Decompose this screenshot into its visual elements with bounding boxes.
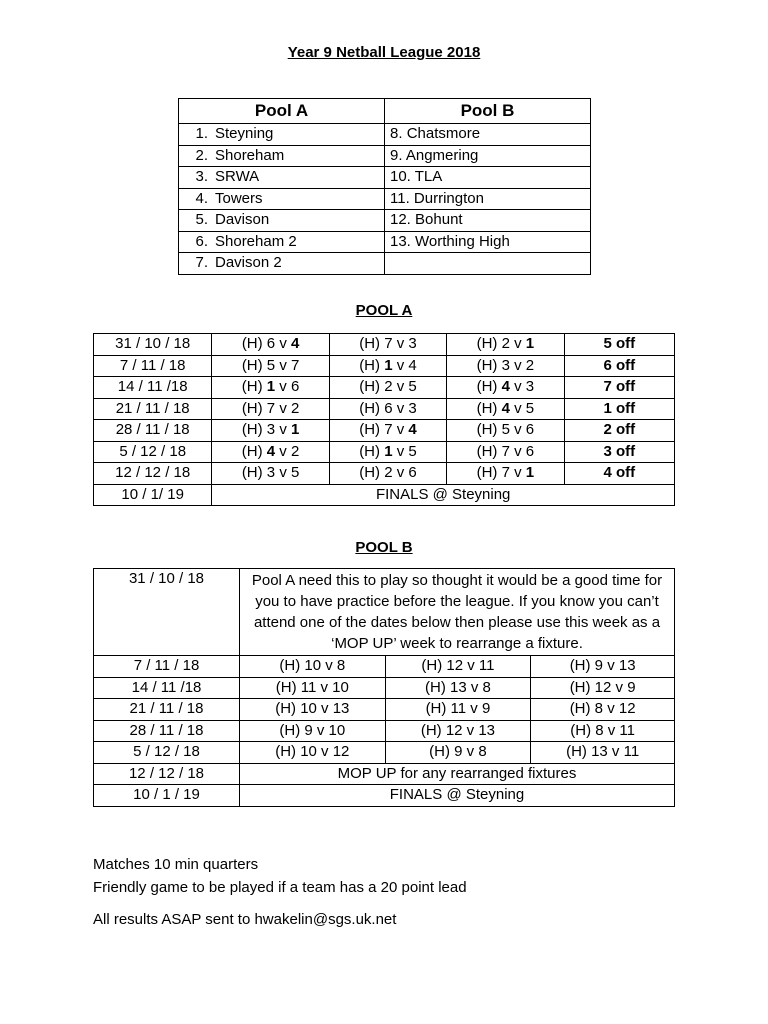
fixture-match: (H) 11 v 9 xyxy=(385,699,531,721)
fixture-match xyxy=(212,377,329,399)
fixture-date: 5 / 12 / 18 xyxy=(94,742,240,764)
match-text: (H) 6 v xyxy=(241,335,291,353)
table-row xyxy=(94,569,675,656)
team-number: 10. xyxy=(390,168,411,186)
team-name: Durrington xyxy=(413,189,484,207)
fixture-date: 14 / 11 /18 xyxy=(94,677,240,699)
match-team-bold: 4 xyxy=(501,399,510,417)
pool-a-header: Pool A xyxy=(179,99,385,124)
pool-a-team xyxy=(179,210,385,232)
fixture-date: 10 / 1 / 19 xyxy=(94,785,240,807)
match-text: v 5 xyxy=(509,399,535,417)
match-team-bold: 4 xyxy=(266,442,276,460)
table-row xyxy=(179,188,591,210)
table-row xyxy=(94,720,675,742)
fixture-match xyxy=(329,355,446,377)
fixture-match xyxy=(212,398,329,420)
fixture-match xyxy=(212,355,329,377)
team-off: 1 off xyxy=(564,398,674,420)
team-number: 8. xyxy=(390,125,403,143)
match-team-bold: 4 xyxy=(501,378,510,396)
match-text: (H) xyxy=(241,442,267,460)
table-row xyxy=(94,355,675,377)
fixture-match xyxy=(329,420,446,442)
match-text: (H) 2 v xyxy=(476,335,526,353)
fixture-match xyxy=(447,420,564,442)
match-text: (H) 7 v 3 xyxy=(359,335,417,353)
team-number: 5. xyxy=(195,211,208,229)
fixture-date: 14 / 11 /18 xyxy=(94,377,212,399)
fixture-match: (H) 12 v 13 xyxy=(385,720,531,742)
fixture-date: 21 / 11 / 18 xyxy=(94,699,240,721)
fixture-match xyxy=(329,441,446,463)
match-text: v 2 xyxy=(275,442,300,460)
table-row xyxy=(94,656,675,678)
match-text: (H) 7 v 2 xyxy=(241,399,300,417)
fixture-match xyxy=(447,398,564,420)
match-text: v 6 xyxy=(275,378,300,396)
fixture-match xyxy=(212,334,329,356)
team-number: 11. xyxy=(390,189,410,207)
pool-b-team xyxy=(385,210,591,232)
pool-a-fixtures-table xyxy=(93,333,675,506)
pool-a-team xyxy=(179,253,385,275)
fixture-match xyxy=(212,463,329,485)
mop-up-note: Pool A need this to play so thought it would be a good time for you to have practice before the league. If you know you can’t attend one of the dates below then please use this week as a ‘MOP UP’ week to rearrange a fixture. xyxy=(240,569,675,656)
table-row xyxy=(94,742,675,764)
team-name: Worthing High xyxy=(415,232,510,250)
match-text: (H) 3 v 5 xyxy=(241,464,300,482)
table-row xyxy=(94,377,675,399)
pool-b-header: Pool B xyxy=(385,99,591,124)
fixture-match xyxy=(447,334,564,356)
table-row xyxy=(94,463,675,485)
team-name: Towers xyxy=(215,189,263,207)
team-name: Davison 2 xyxy=(215,254,282,272)
pool-b-team xyxy=(385,124,591,146)
fixture-date: 28 / 11 / 18 xyxy=(94,720,240,742)
fixture-date: 7 / 11 / 18 xyxy=(94,355,212,377)
team-name: Shoreham xyxy=(215,146,285,164)
pool-a-title: POOL A xyxy=(355,302,413,319)
match-text: (H) 5 v 7 xyxy=(241,356,300,374)
fixture-match xyxy=(329,463,446,485)
match-text: (H) xyxy=(241,378,267,396)
team-off: 2 off xyxy=(564,420,674,442)
table-row xyxy=(94,484,675,506)
fixture-date: 21 / 11 / 18 xyxy=(94,398,212,420)
pool-a-team xyxy=(179,145,385,167)
pool-b-team xyxy=(385,145,591,167)
team-number: 4. xyxy=(195,189,208,207)
table-row xyxy=(94,699,675,721)
table-row xyxy=(94,441,675,463)
team-off: 5 off xyxy=(564,334,674,356)
team-name: Steyning xyxy=(215,125,274,143)
fixture-match: (H) 11 v 10 xyxy=(240,677,386,699)
team-number: 6. xyxy=(195,232,208,250)
team-name: Bohunt xyxy=(415,211,463,229)
match-text: (H) xyxy=(476,378,502,396)
team-number: 9. xyxy=(390,146,403,164)
table-row xyxy=(179,124,591,146)
match-text: (H) 3 v 2 xyxy=(476,356,535,374)
note-friendly: Friendly game to be played if a team has a 20 point lead xyxy=(93,879,467,896)
fixture-match: (H) 13 v 11 xyxy=(531,742,675,764)
team-number: 2. xyxy=(195,146,208,164)
table-row xyxy=(94,420,675,442)
match-team-bold: 4 xyxy=(408,421,417,439)
team-number: 3. xyxy=(195,168,208,186)
pool-a-team xyxy=(179,231,385,253)
fixture-match: (H) 10 v 8 xyxy=(240,656,386,678)
match-team-bold: 1 xyxy=(290,421,300,439)
mop-up-text: MOP UP for any rearranged fixtures xyxy=(240,763,675,785)
team-number: 12. xyxy=(390,211,411,229)
table-row xyxy=(94,677,675,699)
fixture-match: (H) 9 v 10 xyxy=(240,720,386,742)
match-text: (H) 5 v 6 xyxy=(476,421,535,439)
team-number: 1. xyxy=(195,125,208,143)
pool-b-team xyxy=(385,188,591,210)
note-quarters: Matches 10 min quarters xyxy=(93,856,259,873)
pools-table xyxy=(178,98,591,275)
team-name: Davison xyxy=(215,211,270,229)
fixture-date: 5 / 12 / 18 xyxy=(94,441,212,463)
match-text: (H) 7 v xyxy=(359,421,409,439)
pool-a-team xyxy=(179,124,385,146)
fixture-match xyxy=(447,463,564,485)
pool-a-team xyxy=(179,167,385,189)
table-row xyxy=(179,253,591,275)
table-row xyxy=(179,167,591,189)
match-text: v 3 xyxy=(509,378,535,396)
fixture-match xyxy=(447,355,564,377)
match-text: (H) 7 v xyxy=(476,464,526,482)
match-team-bold: 1 xyxy=(525,335,535,353)
fixture-date: 12 / 12 / 18 xyxy=(94,463,212,485)
fixture-date: 31 / 10 / 18 xyxy=(94,334,212,356)
match-text: v 4 xyxy=(392,356,417,374)
match-text: (H) xyxy=(359,442,385,460)
fixture-match: (H) 10 v 12 xyxy=(240,742,386,764)
fixture-date: 28 / 11 / 18 xyxy=(94,420,212,442)
match-team-bold: 1 xyxy=(266,378,276,396)
fixture-match: (H) 10 v 13 xyxy=(240,699,386,721)
table-row xyxy=(94,398,675,420)
fixture-match xyxy=(447,441,564,463)
match-team-bold: 1 xyxy=(525,464,535,482)
fixture-match: (H) 12 v 11 xyxy=(385,656,531,678)
finals-text: FINALS @ Steyning xyxy=(212,484,675,506)
team-name: SRWA xyxy=(215,168,260,186)
team-name: Angmering xyxy=(405,146,479,164)
finals-text: FINALS @ Steyning xyxy=(240,785,675,807)
match-text: (H) 2 v 5 xyxy=(359,378,417,396)
team-off: 3 off xyxy=(564,441,674,463)
fixture-match xyxy=(212,420,329,442)
table-row xyxy=(94,785,675,807)
match-team-bold: 4 xyxy=(290,335,300,353)
match-text: (H) xyxy=(359,356,385,374)
fixture-match xyxy=(447,377,564,399)
fixture-match: (H) 9 v 8 xyxy=(385,742,531,764)
team-number: 7. xyxy=(195,254,208,272)
pool-b-title: POOL B xyxy=(355,539,413,556)
fixture-match: (H) 12 v 9 xyxy=(531,677,675,699)
fixture-match xyxy=(329,377,446,399)
table-row xyxy=(94,334,675,356)
document-title: Year 9 Netball League 2018 xyxy=(287,44,481,61)
team-name: Chatsmore xyxy=(406,125,481,143)
team-name: Shoreham 2 xyxy=(215,232,297,250)
match-team-bold: 1 xyxy=(384,442,393,460)
fixture-date: 12 / 12 / 18 xyxy=(94,763,240,785)
fixture-match: (H) 13 v 8 xyxy=(385,677,531,699)
match-text: (H) 2 v 6 xyxy=(359,464,417,482)
fixture-match: (H) 8 v 11 xyxy=(531,720,675,742)
fixture-match: (H) 9 v 13 xyxy=(531,656,675,678)
fixture-match: (H) 8 v 12 xyxy=(531,699,675,721)
pool-b-team xyxy=(385,231,591,253)
team-number: 13. xyxy=(390,232,411,250)
team-name: TLA xyxy=(414,168,443,186)
table-row xyxy=(179,231,591,253)
fixture-match xyxy=(329,398,446,420)
match-text: (H) 6 v 3 xyxy=(359,399,417,417)
pool-b-fixtures-table xyxy=(93,568,675,807)
match-text: v 5 xyxy=(392,442,417,460)
match-text: (H) 3 v xyxy=(241,421,291,439)
team-off: 4 off xyxy=(564,463,674,485)
table-row xyxy=(179,210,591,232)
match-team-bold: 1 xyxy=(384,356,393,374)
pool-b-team xyxy=(385,167,591,189)
team-off: 6 off xyxy=(564,355,674,377)
match-text: (H) xyxy=(476,399,502,417)
table-row xyxy=(179,145,591,167)
fixture-date: 10 / 1/ 19 xyxy=(94,484,212,506)
table-row xyxy=(94,763,675,785)
fixture-match xyxy=(329,334,446,356)
fixture-date: 31 / 10 / 18 xyxy=(94,569,240,656)
fixture-match xyxy=(212,441,329,463)
pool-a-team xyxy=(179,188,385,210)
match-text: (H) 7 v 6 xyxy=(476,442,535,460)
fixture-date: 7 / 11 / 18 xyxy=(94,656,240,678)
pool-b-team xyxy=(385,253,591,275)
team-off: 7 off xyxy=(564,377,674,399)
note-results-email: All results ASAP sent to hwakelin@sgs.uk.net xyxy=(93,911,397,928)
